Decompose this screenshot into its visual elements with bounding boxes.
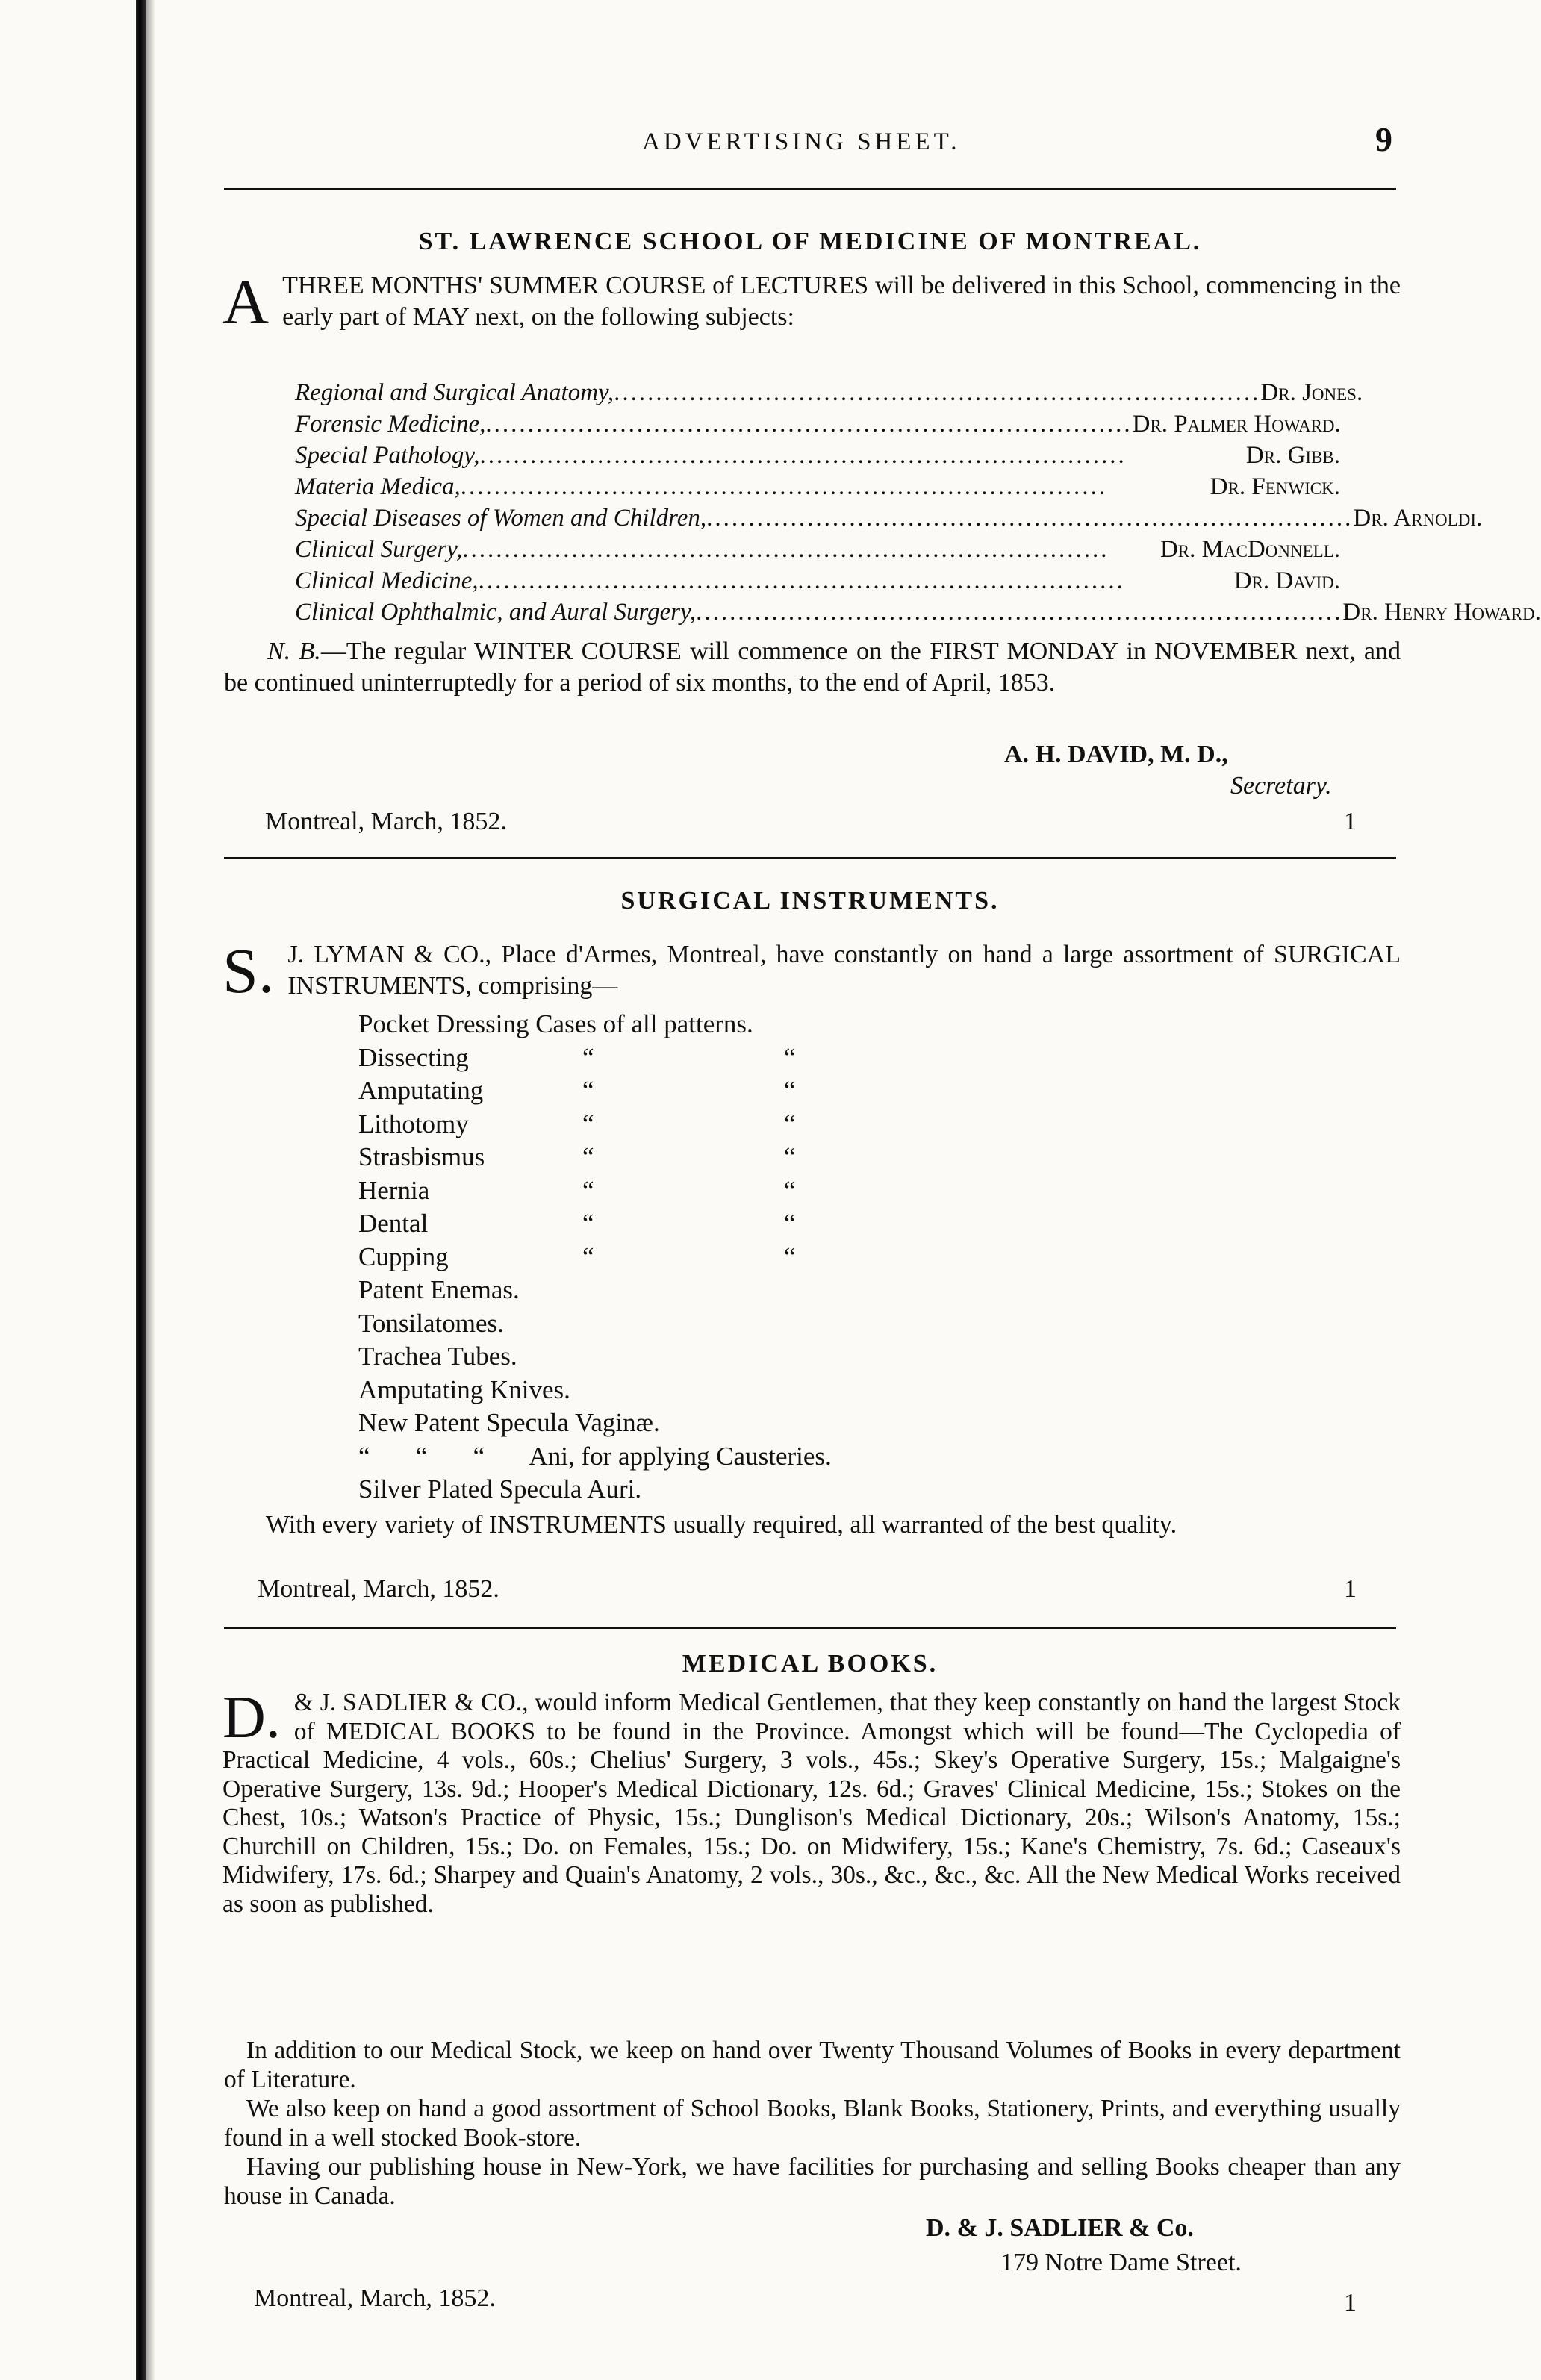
list-item: Hernia “ “	[358, 1175, 796, 1205]
books-para1-text: & J. SADLIER & CO., would inform Medical Gentlemen, that they keep constantly on hand the largest Stock of MEDICAL BOOKS to be found in the Province. Amongst which will be found—The Cyclopedia of Practical Medicine, 4 vols., 60s.; Chelius' Surgery, 3 vols., 45s.; Skey's Operative Surgery, 15s.; Malgaigne's Operative Surgery, 13s. 9d.; Hooper's Medical Dictionary, 12s. 6d.; Graves' Clinical Medicine, 15s.; Stokes on the Chest, 10s.; Watson's Practice of Physic, 15s.; Dunglison's Medical Dictionary, 20s.; Wilson's Anatomy, 15s.; Churchill on Children, 15s.; Do. on Females, 15s.; Do. on Midwifery, 15s.; Kane's Chemistry, 7s. 6d.; Caseaux's Midwifery, 17s. 6d.; Sharpey and Quain's Anatomy, 2 vols., 30s., &c., &c., &c. All the New Medical Works received as soon as published.	[222, 1689, 1401, 1918]
ad-instruments-intro	[222, 935, 1401, 1006]
list-item: Patent Enemas.	[358, 1275, 520, 1304]
section-rule	[224, 857, 1396, 859]
list-item: Pocket Dressing Cases of all patterns.	[358, 1009, 753, 1038]
signature-sadlier: D. & J. SADLIER & Co.	[926, 2214, 1194, 2242]
list-item: Amputating Knives.	[358, 1374, 570, 1404]
drop-cap: A	[222, 266, 270, 337]
list-item: Amputating “ “	[358, 1076, 796, 1105]
header-rule	[224, 188, 1396, 190]
insertion-mark: 1	[1344, 2289, 1357, 2317]
course-row: Regional and Surgical Anatomy, ............................................................................. Dr. Jones.	[295, 379, 1363, 406]
nb-note	[224, 636, 1401, 699]
list-item: Trachea Tubes.	[358, 1342, 517, 1371]
dateline: Montreal, March, 1852.	[258, 1575, 499, 1603]
course-row: Forensic Medicine, ............................................................................. Dr. Palmer Howard.	[295, 411, 1341, 437]
list-item: Tonsilatomes.	[358, 1308, 504, 1338]
course-row: Materia Medica, ............................................................................. Dr. Fenwick.	[295, 473, 1340, 500]
course-row: Special Pathology, ............................................................................. Dr. Gibb.	[295, 442, 1340, 469]
dateline: Montreal, March, 1852.	[265, 808, 507, 835]
ad-title-surgical-instruments: SURGICAL INSTRUMENTS.	[620, 887, 1000, 915]
course-row: Clinical Surgery, ............................................................................. Dr. MacDonnell.	[295, 536, 1340, 563]
list-item: “ “ “ Ani, for applying Causteries.	[358, 1441, 832, 1471]
signature-title: Secretary.	[1230, 772, 1332, 800]
drop-cap: S.	[222, 935, 275, 1006]
ad-title-medical-books: MEDICAL BOOKS.	[682, 1650, 938, 1677]
course-row: Special Diseases of Women and Children, ............................................................................. Dr. Arnoldi.	[295, 505, 1483, 532]
list-item: Lithotomy “ “	[358, 1109, 796, 1138]
running-head: ADVERTISING SHEET.	[642, 128, 961, 155]
page-gutter-shade	[146, 0, 155, 2380]
insertion-mark: 1	[1344, 1575, 1357, 1603]
nb-label: N. B.	[267, 638, 321, 665]
ad-books-para4: Having our publishing house in New-York, we have facilities for purchasing and selling Books cheaper than any house in Canada.	[224, 2153, 1401, 2210]
insertion-mark: 1	[1344, 808, 1357, 835]
section-rule	[224, 1627, 1396, 1629]
instruments-closing: With every variety of INSTRUMENTS usually required, all warranted of the best quality.	[266, 1511, 1177, 1539]
ad-school-intro	[222, 266, 1401, 337]
course-row: Clinical Ophthalmic, and Aural Surgery, ............................................................................. Dr. Henry Howard.	[295, 599, 1541, 626]
list-item: New Patent Specula Vaginæ.	[358, 1408, 660, 1437]
ad-books-para3: We also keep on hand a good assortment of School Books, Blank Books, Stationery, Prints, and everything usually found in a well stocked Book-store.	[224, 2095, 1401, 2152]
list-item: Dental “ “	[358, 1209, 796, 1238]
ad-books-para2: In addition to our Medical Stock, we keep on hand over Twenty Thousand Volumes of Books in every department of Literature.	[224, 2037, 1401, 2093]
page-binding-shadow	[136, 0, 146, 2380]
nb-text: —The regular WINTER COURSE will commence on the FIRST MONDAY in NOVEMBER next, and be continued uninterruptedly for a period of six months, to the end of April, 1853.	[224, 638, 1401, 697]
signature-secretary: A. H. DAVID, M. D.,	[1004, 741, 1228, 768]
ad-title-school-of-medicine: ST. LAWRENCE SCHOOL OF MEDICINE OF MONTREAL.	[418, 228, 1202, 255]
instrument-list	[358, 1008, 832, 1507]
intro-text: J. LYMAN & CO., Place d'Armes, Montreal, have constantly on hand a large assortment of SURGICAL INSTRUMENTS, comprising—	[287, 941, 1401, 1000]
page-number: 9	[1375, 120, 1392, 158]
course-row: Clinical Medicine, ............................................................................. Dr. David.	[295, 567, 1340, 594]
address: 179 Notre Dame Street.	[1000, 2249, 1242, 2276]
ad-books-para1	[222, 1685, 1401, 1919]
list-item: Silver Plated Specula Auri.	[358, 1474, 642, 1504]
list-item: Strasbismus “ “	[358, 1142, 796, 1171]
list-item: Dissecting “ “	[358, 1042, 796, 1072]
dateline: Montreal, March, 1852.	[254, 2284, 496, 2312]
list-item: Cupping “ “	[358, 1242, 796, 1271]
drop-cap: D.	[222, 1685, 281, 1751]
intro-text: THREE MONTHS' SUMMER COURSE of LECTURES will be delivered in this School, commencing in the early part of MAY next, on the following subjects:	[282, 272, 1401, 331]
